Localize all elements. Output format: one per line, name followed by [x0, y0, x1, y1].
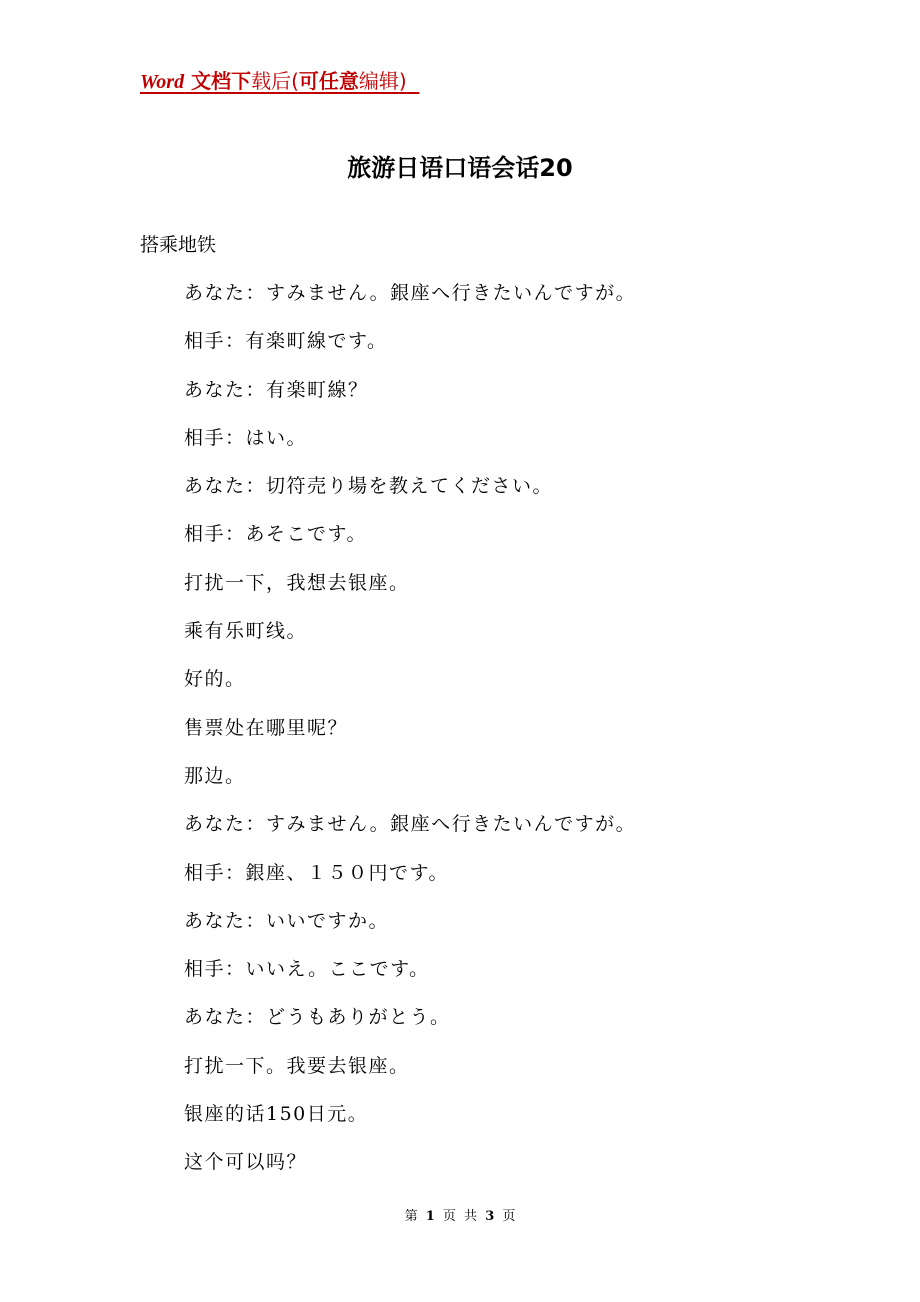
dialogue-line: 打扰一下。我要去银座。: [184, 1054, 410, 1077]
watermark-paren-close: ): [398, 69, 407, 93]
total-page-count: 3: [485, 1209, 495, 1224]
watermark-text: 载后: [251, 69, 292, 93]
dialogue-line: あなた：すみません。銀座へ行きたいんですが。: [184, 282, 637, 304]
watermark-word: Word: [140, 71, 185, 93]
dialogue-line: 相手：銀座、１５０円です。: [184, 861, 449, 884]
page-number-footer: [0, 1207, 920, 1227]
dialogue-line: 相手：あそこです。: [184, 523, 367, 546]
dialogue-line: あなた：いいですか。: [184, 909, 390, 932]
dialogue-line: あなた：切符売り場を教えてください。: [184, 475, 554, 498]
dialogue-line: 打扰一下，我想去银座。: [184, 571, 410, 594]
document-title: 旅游日语口语会话20: [347, 154, 573, 182]
dialogue-line: 相手：いいえ。ここです。: [184, 958, 430, 981]
footer-prefix: 第: [404, 1209, 418, 1224]
dialogue-line: 银座的话150日元。: [184, 1103, 369, 1126]
watermark-text-bold: 文档下: [184, 69, 252, 93]
dialogue-line: あなた：どうもありがとう。: [184, 1006, 451, 1029]
dialogue-line: あなた：有楽町線？: [184, 378, 369, 401]
section-heading: 搭乘地铁: [140, 234, 217, 256]
dialogue-list: [184, 279, 636, 1197]
footer-mid: 页 共: [442, 1209, 478, 1224]
dialogue-line: 相手：はい。: [184, 426, 308, 449]
dialogue-line: 好的。: [184, 668, 246, 691]
dialogue-line: 售票处在哪里呢？: [184, 716, 349, 739]
dialogue-line: あなた：すみません。銀座へ行きたいんですが。: [184, 813, 637, 836]
watermark-text-2: 编辑: [358, 69, 399, 93]
watermark-text-bold-2: 可任意: [298, 69, 359, 93]
dialogue-line: 这个可以吗？: [184, 1151, 308, 1174]
watermark-paren-open: (: [291, 69, 299, 93]
download-watermark-link[interactable]: [140, 66, 419, 97]
current-page-number: 1: [425, 1209, 435, 1224]
footer-suffix: 页: [502, 1209, 516, 1224]
dialogue-line: 相手：有楽町線です。: [184, 330, 388, 353]
dialogue-line: 那边。: [184, 764, 246, 787]
dialogue-line: 乘有乐町线。: [184, 620, 308, 643]
